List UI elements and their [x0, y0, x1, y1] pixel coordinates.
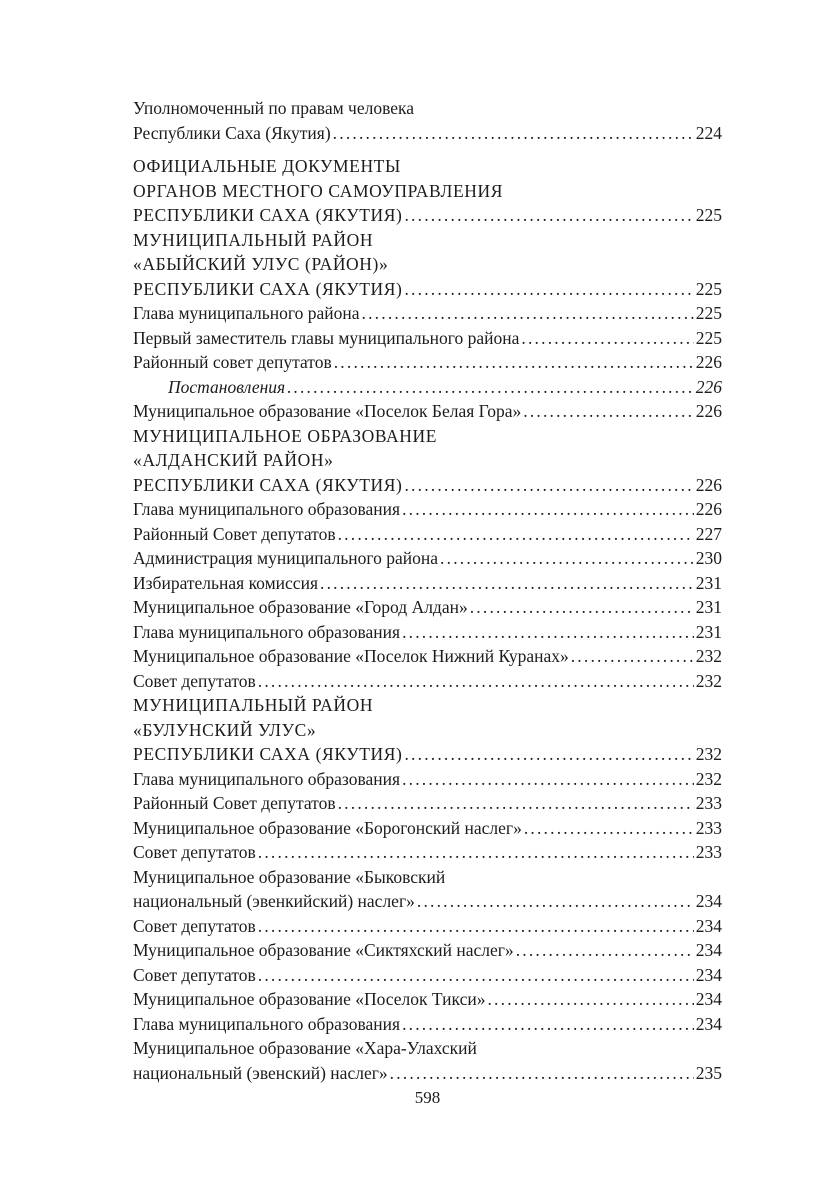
dot-leader — [404, 277, 693, 302]
toc-entry-page: 226 — [695, 401, 722, 421]
toc-entry-title: ОФИЦИАЛЬНЫЕ ДОКУМЕНТЫ — [133, 156, 401, 176]
toc-entry — [133, 571, 722, 596]
dot-leader — [404, 742, 693, 767]
dot-leader — [402, 767, 694, 792]
toc-entry-page: 227 — [695, 523, 722, 544]
toc-entry-title: МУНИЦИПАЛЬНОЕ ОБРАЗОВАНИЕ — [133, 425, 437, 446]
toc-entry — [133, 889, 722, 914]
toc-entry-title: РЕСПУБЛИКИ САХА (ЯКУТИЯ) — [133, 744, 403, 764]
toc-entry-page: 231 — [695, 597, 722, 617]
toc-entry-page: 234 — [695, 1013, 722, 1034]
dot-leader — [571, 644, 694, 669]
toc-entry — [133, 96, 722, 121]
dot-leader — [402, 497, 694, 522]
dot-leader — [362, 301, 694, 326]
toc-entry — [133, 595, 722, 620]
page-number: 598 — [414, 1088, 441, 1107]
toc-entry-title: национальный (эвенкийский) наслег» — [133, 891, 415, 911]
dot-leader — [287, 375, 694, 400]
toc-entry — [133, 938, 722, 963]
dot-leader — [338, 522, 694, 547]
toc-entry-page: 225 — [695, 205, 722, 225]
toc-entry-title: МУНИЦИПАЛЬНЫЙ РАЙОН — [133, 695, 374, 715]
toc-entry-title: Глава муниципального образования — [133, 621, 401, 642]
toc-entry — [133, 865, 722, 890]
toc-entry-title: Муниципальное образование «Сиктяхский наслег» — [133, 940, 514, 960]
dot-leader — [334, 350, 694, 375]
toc-entry-page: 234 — [695, 915, 722, 936]
toc-entry-page: 234 — [695, 940, 722, 960]
toc-entry-title: Постановления — [168, 376, 286, 397]
dot-leader — [521, 326, 693, 351]
toc-entry-title: Районный совет депутатов — [133, 352, 332, 372]
dot-leader — [402, 620, 694, 645]
toc-entry-title: Совет депутатов — [133, 915, 256, 936]
toc-entry — [133, 669, 722, 694]
toc-entry-title: Глава муниципального образования — [133, 499, 401, 519]
toc-entry — [133, 399, 722, 424]
toc-entry-title: Глава муниципального образования — [133, 1013, 401, 1034]
toc-entry-title: РЕСПУБЛИКИ САХА (ЯКУТИЯ) — [133, 205, 403, 225]
toc-entry-page: 232 — [695, 744, 722, 764]
toc-entry-title: «БУЛУНСКИЙ УЛУС» — [133, 719, 317, 740]
toc-entry — [133, 179, 722, 204]
toc-entry-title: Совет депутатов — [133, 842, 256, 862]
dot-leader — [320, 571, 694, 596]
toc-entry-title: Муниципальное образование «Город Алдан» — [133, 597, 468, 617]
toc-entry — [133, 1012, 722, 1037]
toc-entry-title: Муниципальное образование «Борогонский наслег» — [133, 817, 522, 838]
toc-entry — [133, 914, 722, 939]
dot-leader — [404, 473, 693, 498]
dot-leader — [402, 1012, 694, 1037]
dot-leader — [404, 203, 693, 228]
toc-entry — [133, 546, 722, 571]
toc-entry-title: Республики Саха (Якутия) — [133, 122, 331, 143]
toc-entry-page: 233 — [695, 842, 722, 862]
toc-entry — [133, 277, 722, 302]
toc-entry-title: «АЛДАНСКИЙ РАЙОН» — [133, 450, 334, 470]
toc-entry-title: ОРГАНОВ МЕСТНОГО САМОУПРАВЛЕНИЯ — [133, 180, 504, 201]
dot-leader — [390, 1061, 694, 1086]
toc-entry-title: Муниципальное образование «Поселок Тикси» — [133, 989, 486, 1009]
dot-leader — [338, 791, 694, 816]
toc-entry-title: Районный Совет депутатов — [133, 523, 336, 544]
dot-leader — [258, 914, 694, 939]
dot-leader — [516, 938, 694, 963]
toc-entry-page: 234 — [695, 989, 722, 1009]
toc-list — [133, 96, 722, 1085]
toc-entry-page: 233 — [695, 817, 722, 838]
toc-entry-title: МУНИЦИПАЛЬНЫЙ РАЙОН — [133, 229, 374, 250]
toc-entry — [133, 375, 722, 400]
toc-entry — [133, 203, 722, 228]
toc-entry — [133, 350, 722, 375]
toc-entry-page: 226 — [695, 376, 722, 397]
dot-leader — [333, 121, 694, 146]
toc-entry-title: Районный Совет депутатов — [133, 793, 336, 813]
toc-entry-page: 230 — [695, 548, 722, 568]
toc-entry-title: Глава муниципального образования — [133, 768, 401, 789]
toc-entry — [133, 154, 722, 179]
toc-entry-page: 225 — [695, 303, 722, 323]
toc-entry-page: 225 — [695, 278, 722, 299]
toc-entry — [133, 522, 722, 547]
toc-entry — [133, 620, 722, 645]
toc-entry-page: 231 — [695, 572, 722, 593]
toc-entry-page: 232 — [695, 646, 722, 666]
toc-entry-title: национальный (эвенский) наслег» — [133, 1062, 388, 1083]
dot-leader — [417, 889, 694, 914]
toc-entry — [133, 644, 722, 669]
toc-entry-page: 232 — [695, 670, 722, 691]
toc-entry-page: 234 — [695, 891, 722, 911]
toc-entry-title: Муниципальное образование «Поселок Нижний Куранах» — [133, 646, 569, 666]
toc-entry-title: Уполномоченный по правам человека — [133, 98, 415, 118]
toc-entry-page: 226 — [695, 499, 722, 519]
toc-entry — [133, 121, 722, 146]
toc-entry-title: Муниципальное образование «Поселок Белая Гора» — [133, 401, 522, 421]
toc-entry — [133, 987, 722, 1012]
toc-entry-title: Администрация муниципального района — [133, 548, 439, 568]
toc-entry — [133, 791, 722, 816]
dot-leader — [470, 595, 694, 620]
toc-entry — [133, 326, 722, 351]
toc-entry — [133, 963, 722, 988]
toc-entry — [133, 767, 722, 792]
toc-entry — [133, 840, 722, 865]
toc-entry-page: 234 — [695, 964, 722, 985]
toc-entry-title: Муниципальное образование «Хара-Улахский — [133, 1038, 477, 1058]
toc-entry-title: РЕСПУБЛИКИ САХА (ЯКУТИЯ) — [133, 474, 403, 495]
toc-entry-title: Совет депутатов — [133, 670, 256, 691]
toc-entry — [133, 693, 722, 718]
toc-entry — [133, 448, 722, 473]
toc-entry-title: Первый заместитель главы муниципального района — [133, 327, 520, 348]
toc-entry-title: Глава муниципального района — [133, 303, 360, 323]
dot-leader — [524, 816, 694, 841]
toc-entry — [133, 252, 722, 277]
toc-entry-page: 225 — [695, 327, 722, 348]
dot-leader — [258, 963, 694, 988]
toc-entry-title: Совет депутатов — [133, 964, 256, 985]
dot-leader — [258, 669, 694, 694]
toc-entry — [133, 816, 722, 841]
toc-entry-title: Избирательная комиссия — [133, 572, 318, 593]
toc-entry-title: Муниципальное образование «Быковский — [133, 866, 446, 887]
toc-entry-title: «АБЫЙСКИЙ УЛУС (РАЙОН)» — [133, 254, 389, 274]
toc-entry-page: 233 — [695, 793, 722, 813]
toc-entry-page: 224 — [695, 122, 722, 143]
toc-entry — [133, 497, 722, 522]
toc-entry — [133, 742, 722, 767]
dot-leader — [487, 987, 693, 1012]
toc-entry — [133, 301, 722, 326]
dot-leader — [258, 840, 694, 865]
toc-entry — [133, 718, 722, 743]
toc-entry-page: 226 — [695, 474, 722, 495]
toc-entry — [133, 228, 722, 253]
toc-entry-page: 235 — [695, 1062, 722, 1083]
toc-entry — [133, 1036, 722, 1061]
toc-entry-page: 226 — [695, 352, 722, 372]
toc-entry — [133, 473, 722, 498]
toc-entry — [133, 1061, 722, 1086]
dot-leader — [440, 546, 694, 571]
dot-leader — [523, 399, 694, 424]
toc-entry-page: 232 — [695, 768, 722, 789]
toc-entry — [133, 424, 722, 449]
toc-entry-page: 231 — [695, 621, 722, 642]
toc-entry-title: РЕСПУБЛИКИ САХА (ЯКУТИЯ) — [133, 278, 403, 299]
